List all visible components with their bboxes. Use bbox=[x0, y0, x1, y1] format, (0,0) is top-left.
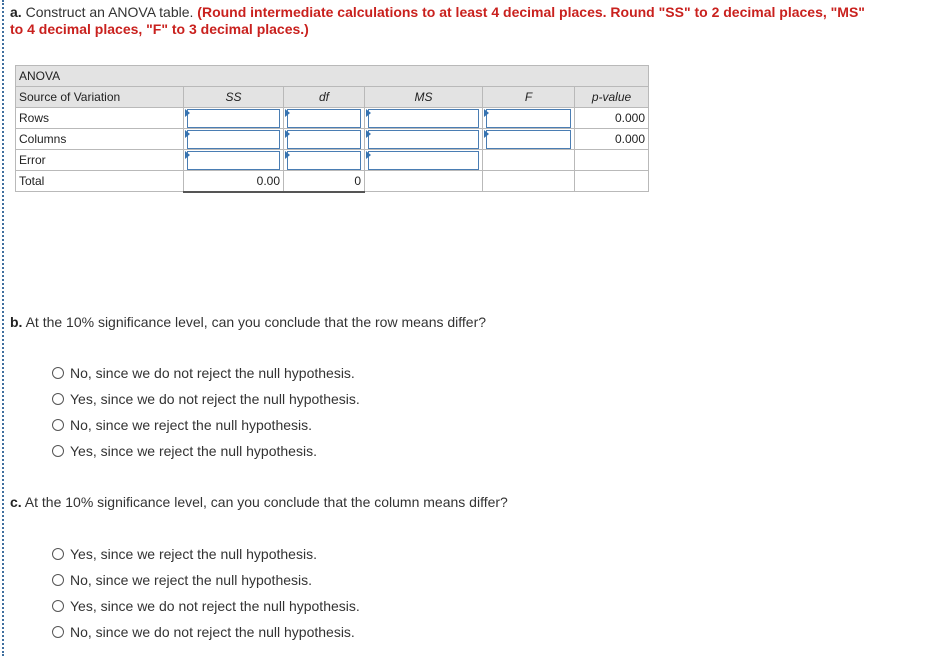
rounding-note-line2: to 4 decimal places, "F" to 3 decimal places.) bbox=[10, 21, 309, 37]
part-c-question bbox=[10, 494, 508, 510]
part-c-option[interactable] bbox=[52, 567, 360, 593]
anova-title: ANOVA bbox=[16, 66, 649, 87]
part-c-option[interactable] bbox=[52, 593, 360, 619]
rows-df-input[interactable] bbox=[284, 108, 365, 129]
part-b-label: b. bbox=[10, 314, 23, 330]
header-p-value: p-value bbox=[575, 87, 649, 108]
rows-ms-input[interactable] bbox=[365, 108, 483, 129]
option-label: Yes, since we do not reject the null hypothesis. bbox=[70, 598, 360, 614]
input-marker-icon bbox=[366, 130, 371, 138]
header-df: df bbox=[284, 87, 365, 108]
option-label: No, since we reject the null hypothesis. bbox=[70, 572, 313, 588]
part-c-text: At the 10% significance level, can you conclude that the column means differ? bbox=[21, 494, 508, 510]
input-marker-icon bbox=[366, 109, 371, 117]
radio-button-icon[interactable] bbox=[52, 626, 64, 638]
anova-table bbox=[15, 65, 649, 193]
radio-button-icon[interactable] bbox=[52, 419, 64, 431]
total-ss-value: 0.00 bbox=[184, 171, 284, 192]
row-rows bbox=[16, 108, 649, 129]
total-p-empty bbox=[575, 171, 649, 192]
radio-button-icon[interactable] bbox=[52, 600, 64, 612]
error-df-input[interactable] bbox=[284, 150, 365, 171]
header-source: Source of Variation bbox=[16, 87, 184, 108]
radio-button-icon[interactable] bbox=[52, 445, 64, 457]
source-label: Rows bbox=[16, 108, 184, 129]
source-label: Total bbox=[16, 171, 184, 192]
radio-button-icon[interactable] bbox=[52, 367, 64, 379]
part-c-options bbox=[52, 541, 360, 645]
error-ss-input[interactable] bbox=[184, 150, 284, 171]
error-ms-input[interactable] bbox=[365, 150, 483, 171]
radio-button-icon[interactable] bbox=[52, 393, 64, 405]
radio-button-icon[interactable] bbox=[52, 574, 64, 586]
columns-ms-input[interactable] bbox=[365, 129, 483, 150]
part-c-label: c. bbox=[10, 494, 22, 510]
part-a-instructions bbox=[10, 4, 940, 38]
error-p-empty bbox=[575, 150, 649, 171]
input-marker-icon bbox=[185, 109, 190, 117]
error-f-empty bbox=[483, 150, 575, 171]
total-df-value: 0 bbox=[284, 171, 365, 192]
header-ms: MS bbox=[365, 87, 483, 108]
option-label: Yes, since we reject the null hypothesis. bbox=[70, 443, 317, 459]
columns-f-input[interactable] bbox=[483, 129, 575, 150]
input-marker-icon bbox=[185, 130, 190, 138]
part-b-text: At the 10% significance level, can you conclude that the row means differ? bbox=[22, 314, 487, 330]
option-label: Yes, since we do not reject the null hypothesis. bbox=[70, 391, 360, 407]
part-b-question bbox=[10, 314, 486, 330]
radio-button-icon[interactable] bbox=[52, 548, 64, 560]
rows-ss-input[interactable] bbox=[184, 108, 284, 129]
rows-f-input[interactable] bbox=[483, 108, 575, 129]
part-b-option[interactable] bbox=[52, 438, 360, 464]
part-c-option[interactable] bbox=[52, 619, 360, 645]
part-a-text: Construct an ANOVA table. bbox=[21, 4, 198, 20]
row-error bbox=[16, 150, 649, 171]
total-f-empty bbox=[483, 171, 575, 192]
columns-ss-input[interactable] bbox=[184, 129, 284, 150]
part-b-option[interactable] bbox=[52, 386, 360, 412]
source-label: Columns bbox=[16, 129, 184, 150]
input-marker-icon bbox=[285, 109, 290, 117]
part-b-option[interactable] bbox=[52, 412, 360, 438]
part-b-options bbox=[52, 360, 360, 464]
input-marker-icon bbox=[285, 130, 290, 138]
source-label: Error bbox=[16, 150, 184, 171]
row-total bbox=[16, 171, 649, 192]
input-marker-icon bbox=[366, 151, 371, 159]
left-dotted-border bbox=[2, 0, 4, 656]
rows-p-value: 0.000 bbox=[575, 108, 649, 129]
total-ms-empty bbox=[365, 171, 483, 192]
columns-df-input[interactable] bbox=[284, 129, 365, 150]
option-label: No, since we do not reject the null hypothesis. bbox=[70, 624, 355, 640]
option-label: Yes, since we reject the null hypothesis. bbox=[70, 546, 317, 562]
input-marker-icon bbox=[285, 151, 290, 159]
rounding-note-line1: (Round intermediate calculations to at least 4 decimal places. Round "SS" to 2 decimal places, "MS" bbox=[197, 4, 865, 20]
option-label: No, since we do not reject the null hypothesis. bbox=[70, 365, 355, 381]
row-columns bbox=[16, 129, 649, 150]
header-ss: SS bbox=[184, 87, 284, 108]
columns-p-value: 0.000 bbox=[575, 129, 649, 150]
part-b-option[interactable] bbox=[52, 360, 360, 386]
option-label: No, since we reject the null hypothesis. bbox=[70, 417, 313, 433]
input-marker-icon bbox=[484, 109, 489, 117]
part-c-option[interactable] bbox=[52, 541, 360, 567]
input-marker-icon bbox=[484, 130, 489, 138]
input-marker-icon bbox=[185, 151, 190, 159]
part-a-label: a. bbox=[10, 4, 22, 20]
header-f: F bbox=[483, 87, 575, 108]
